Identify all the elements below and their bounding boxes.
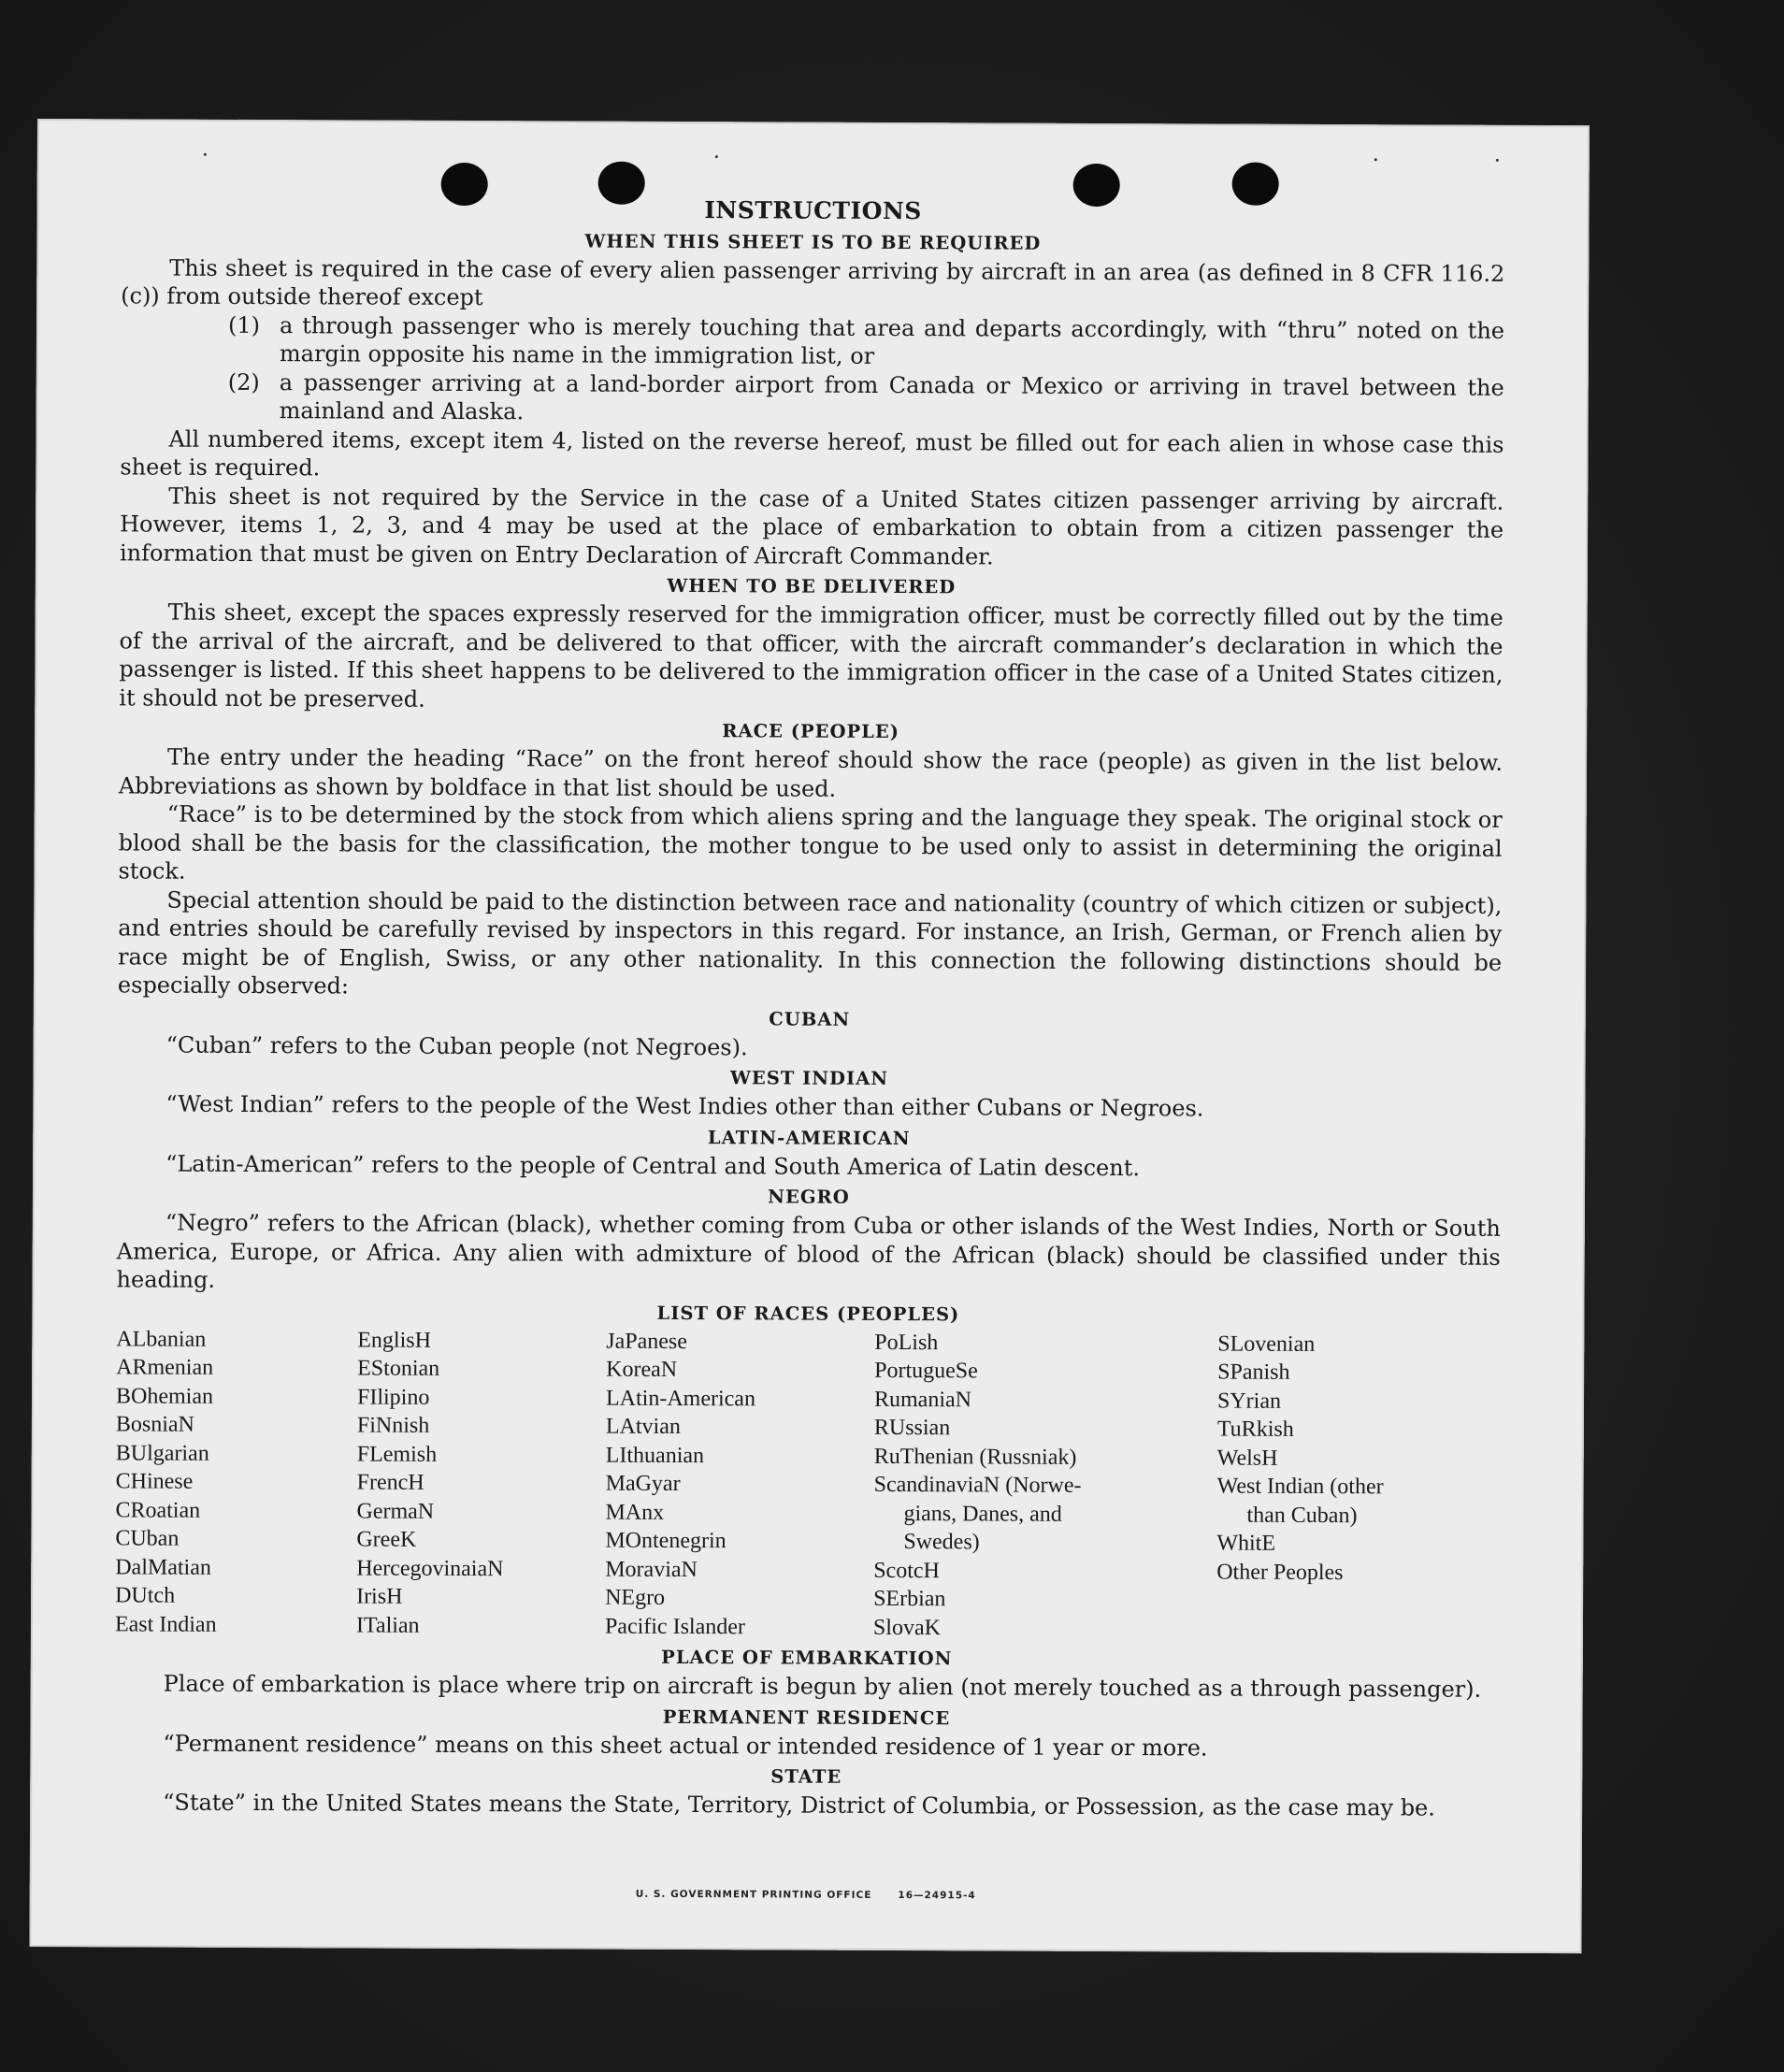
race-entry: LIthuanian: [605, 1443, 705, 1468]
printer-name: U. S. GOVERNMENT PRINTING OFFICE: [635, 1888, 872, 1901]
race-entry: than Cuban): [1246, 1503, 1358, 1528]
race-entry: BosniaN: [115, 1412, 194, 1437]
speck: [1496, 159, 1499, 162]
races-column: [115, 1325, 357, 1640]
race-entry: JaPanese: [606, 1329, 687, 1354]
west-indian-definition: “West Indian” refers to the people of the West Indies other than either Cubans or Negroes.: [165, 1090, 1204, 1122]
exception-number: (2): [227, 368, 260, 396]
race-entry: DalMatian: [115, 1554, 211, 1580]
race-entry: FIlipino: [356, 1385, 430, 1410]
section-heading-list-of-races: LIST OF RACES (PEOPLES): [656, 1302, 960, 1325]
race-entry: TuRkish: [1216, 1417, 1294, 1442]
race-entry: Swedes): [903, 1530, 980, 1555]
races-column: [1216, 1330, 1498, 1645]
race-entry: FrencH: [356, 1470, 424, 1495]
race-entry: ARmenian: [116, 1355, 214, 1380]
exception-text: a passenger arriving at a land-border airport from Canada or Mexico or arriving in travel between the mainland and Alaska.: [279, 368, 1504, 425]
race-entry: NEgro: [605, 1585, 666, 1610]
when-delivered-text: This sheet, except the spaces expressly reserved for the immigration officer, must be correctly filled out by the time of the arrival of the aircraft, and be delivered to that officer, with the aircraft commander’s declaration in which the passenger is listed. If this sheet happens to be delivered to the immigration officer in the case of a United States citizen, it should not be preserved.: [119, 598, 1503, 712]
race-entry: PortugueSe: [874, 1358, 978, 1384]
section-heading-negro: NEGRO: [768, 1186, 850, 1208]
race-entry: WelsH: [1216, 1446, 1278, 1471]
state-text: “State” in the United States means the State, Territory, District of Columbia, or Possession, as the case may be.: [163, 1789, 1435, 1821]
race-entry: gians, Danes, and: [903, 1501, 1062, 1527]
race-entry: EnglisH: [357, 1328, 432, 1353]
section-heading-race: RACE (PEOPLE): [722, 720, 900, 743]
race-entry: IrisH: [356, 1584, 403, 1609]
form-code: 16—24915-4: [898, 1890, 976, 1902]
race-entry: DUtch: [115, 1583, 176, 1608]
race-entry: RuThenian (Russniak): [873, 1444, 1077, 1470]
section-heading-when-delivered: WHEN TO BE DELIVERED: [667, 574, 957, 598]
races-list: [115, 1325, 1500, 1645]
race-entry: West Indian (other: [1216, 1474, 1384, 1500]
race-paragraph-1: The entry under the heading “Race” on the front hereof should show the race (people) as given in the list below. Abbreviations as shown by boldface in that list should be used.: [118, 743, 1503, 802]
race-entry: BOhemian: [115, 1383, 214, 1409]
race-entry: PoLish: [874, 1330, 939, 1355]
race-entry: MAnx: [605, 1500, 665, 1525]
race-entry: ITalian: [355, 1613, 420, 1638]
race-entry: Other Peoples: [1216, 1560, 1344, 1585]
exception-item: [228, 310, 1504, 373]
race-entry: Pacific Islander: [604, 1614, 745, 1639]
race-entry: ScotcH: [873, 1558, 940, 1583]
race-entry: SLovenian: [1217, 1331, 1316, 1357]
race-entry: KoreaN: [606, 1357, 678, 1382]
race-entry: HercegovinaiaN: [356, 1556, 504, 1581]
races-column: [356, 1326, 606, 1641]
race-entry: EStonian: [357, 1356, 440, 1381]
exception-item: [228, 367, 1504, 430]
section-heading-state: STATE: [770, 1765, 842, 1788]
instructions-content: [114, 194, 1505, 1822]
race-paragraph-3: Special attention should be paid to the distinction between race and nationality (country of which citizen or subject), and entries should be carefully revised by inspectors in this regard. For instance, an Irish, German, or French alien by race might be of English, Swiss, or any other nationality. In this connection the following distinctions should be especially observed:: [117, 886, 1503, 1000]
race-entry: MOntenegrin: [605, 1528, 727, 1554]
race-entry: ScandinaviaN (Norwe-: [873, 1472, 1082, 1498]
negro-definition: “Negro” refers to the African (black), whether coming from Cuba or other islands of the West Indies, North or South America, Europe, or Africa. Any alien with admixture of blood of the African (black) should be classified under this heading.: [116, 1209, 1501, 1293]
cuban-definition: “Cuban” refers to the Cuban people (not Negroes).: [165, 1031, 748, 1060]
section-heading-latin-american: LATIN-AMERICAN: [707, 1126, 911, 1149]
page-title: INSTRUCTIONS: [704, 196, 922, 225]
document-page: [29, 119, 1590, 1953]
speck: [204, 153, 207, 156]
race-entry: CHinese: [115, 1469, 194, 1494]
race-entry: CUban: [115, 1526, 180, 1551]
race-entry: East Indian: [114, 1611, 217, 1637]
race-entry: MoraviaN: [605, 1557, 698, 1582]
race-paragraph-2: “Race” is to be determined by the stock from which aliens spring and the language they speak. The original stock or blood shall be the basis for the classification, the mother tongue to be used only to assist in determining the original stock.: [118, 800, 1503, 885]
exception-number: (1): [227, 311, 261, 338]
race-entry: LAtvian: [605, 1414, 681, 1440]
race-entry: GermaN: [356, 1499, 435, 1524]
speck: [715, 155, 718, 158]
races-column: [605, 1327, 874, 1642]
residence-text: “Permanent residence” means on this sheet actual or intended residence of 1 year or more.: [163, 1730, 1208, 1761]
race-entry: SYrian: [1216, 1389, 1282, 1414]
race-entry: CRoatian: [115, 1497, 201, 1523]
when-required-intro: This sheet is required in the case of every alien passenger arriving by aircraft in an area (as defined in 8 CFR 116.2 (c)) from outside thereof except: [121, 254, 1505, 311]
section-heading-when-required: WHEN THIS SHEET IS TO BE REQUIRED: [584, 230, 1042, 254]
section-heading-residence: PERMANENT RESIDENCE: [662, 1705, 951, 1729]
race-entry: ALbanian: [116, 1326, 207, 1352]
race-entry: SPanish: [1217, 1360, 1290, 1385]
speck: [1374, 158, 1377, 161]
race-entry: GreeK: [356, 1527, 417, 1552]
race-entry: FiNnish: [356, 1413, 430, 1438]
race-entry: RumaniaN: [873, 1387, 972, 1412]
section-heading-embarkation: PLACE OF EMBARKATION: [661, 1646, 953, 1670]
race-entry: RUssian: [873, 1415, 951, 1441]
citizen-paragraph: This sheet is not required by the Service in the case of a United States citizen passenger arriving by aircraft. However, items 1, 2, 3, and 4 may be used at the place of embarkation to obtain from a citizen passenger the information that must be given on Entry Declaration of Aircraft Commander.: [119, 482, 1504, 569]
section-heading-west-indian: WEST INDIAN: [729, 1067, 889, 1089]
race-entry: LAtin-American: [605, 1386, 756, 1411]
embarkation-text: Place of embarkation is place where trip on aircraft is begun by alien (not merely touched as a through passenger).: [163, 1670, 1482, 1703]
race-entry: WhitE: [1216, 1531, 1276, 1556]
races-column: [873, 1328, 1217, 1643]
race-entry: FLemish: [356, 1442, 438, 1467]
latin-american-definition: “Latin-American” refers to the people of Central and South America of Latin descent.: [165, 1150, 1141, 1181]
race-entry: MaGyar: [605, 1471, 681, 1497]
printer-imprint: [30, 1886, 1582, 1904]
race-entry: SlovaK: [872, 1615, 942, 1640]
section-heading-cuban: CUBAN: [769, 1007, 851, 1030]
numbered-items-paragraph: All numbered items, except item 4, listed on the reverse hereof, must be filled out for each alien in whose case this sheet is required.: [120, 425, 1504, 482]
exception-text: a through passenger who is merely touching that area and departs accordingly, with “thru” noted on the margin opposite his name in the immigration list, or: [279, 311, 1505, 369]
race-entry: SErbian: [873, 1586, 946, 1612]
race-entry: BUlgarian: [115, 1440, 209, 1466]
